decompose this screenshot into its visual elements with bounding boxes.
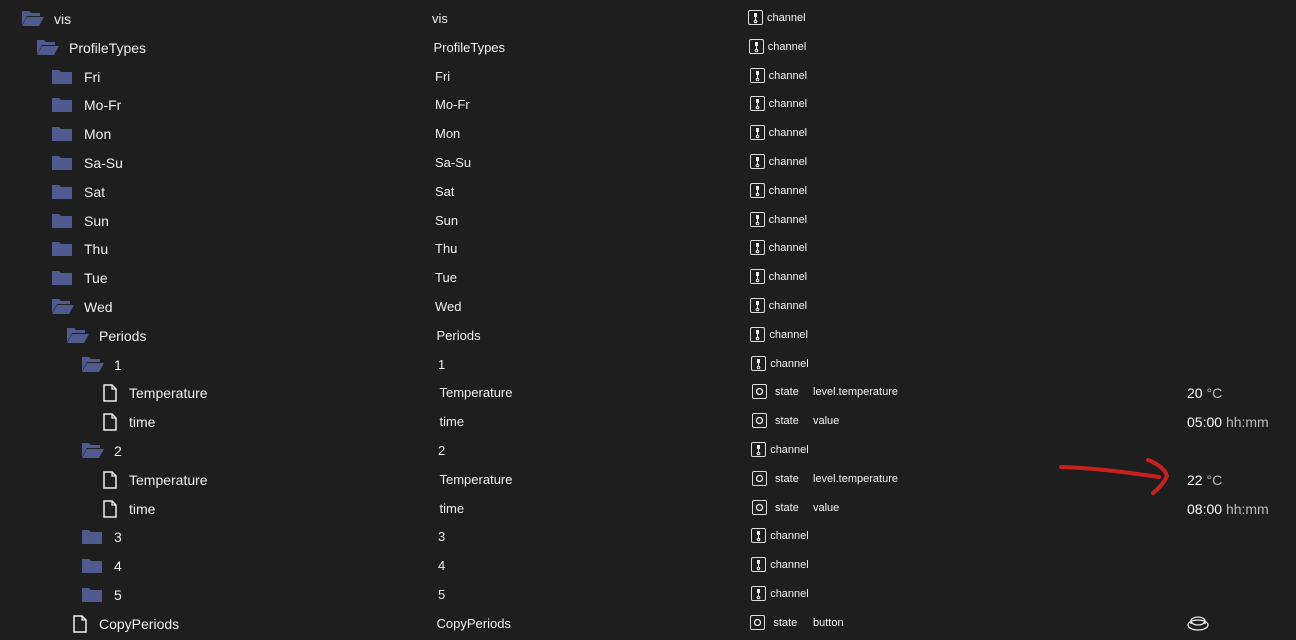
channel-type-icon xyxy=(750,183,765,198)
object-type: channel xyxy=(767,40,807,53)
folder-icon[interactable] xyxy=(82,528,102,544)
value-unit: hh:mm xyxy=(1225,414,1269,431)
object-id: time xyxy=(129,500,156,517)
object-id: 2 xyxy=(114,443,122,459)
object-role: level.temperature xyxy=(813,472,898,485)
folder-icon[interactable] xyxy=(52,154,72,170)
object-role: value xyxy=(813,415,840,428)
object-type: state xyxy=(773,616,798,629)
tree-row-3[interactable] xyxy=(0,522,1296,550)
object-type: state xyxy=(775,472,799,485)
object-name: 5 xyxy=(438,587,446,602)
channel-type-icon xyxy=(750,212,765,227)
object-name: Temperature xyxy=(439,385,513,401)
tree-row-time[interactable] xyxy=(0,407,1296,435)
object-type: channel xyxy=(770,444,809,456)
folder-open-icon[interactable] xyxy=(82,442,102,458)
folder-open-icon[interactable] xyxy=(67,327,87,343)
object-type: channel xyxy=(768,271,808,284)
folder-icon[interactable] xyxy=(82,557,102,573)
object-name: 1 xyxy=(438,356,446,372)
object-role: button xyxy=(813,616,844,629)
tree-row-periods[interactable] xyxy=(0,321,1296,349)
object-id: 1 xyxy=(114,356,122,373)
object-value[interactable] xyxy=(1187,414,1269,430)
state-type-icon xyxy=(752,471,767,486)
folder-icon[interactable] xyxy=(52,96,72,112)
object-name: time xyxy=(439,500,465,516)
object-name: Mon xyxy=(435,126,461,142)
channel-type-icon xyxy=(750,327,765,342)
file-icon[interactable] xyxy=(102,384,122,400)
object-name: Wed xyxy=(435,299,462,314)
state-type-icon xyxy=(750,615,765,630)
object-name: 2 xyxy=(438,443,446,458)
object-name: 3 xyxy=(438,529,446,545)
state-type-icon xyxy=(752,384,767,399)
object-type: channel xyxy=(770,559,809,572)
object-type: state xyxy=(775,501,799,514)
folder-open-icon[interactable] xyxy=(22,10,42,26)
tree-row-sat[interactable] xyxy=(0,177,1296,205)
object-name: Tue xyxy=(435,270,457,286)
object-value[interactable] xyxy=(1187,501,1269,517)
object-type: channel xyxy=(768,127,808,140)
object-value[interactable] xyxy=(1187,385,1222,401)
channel-type-icon xyxy=(751,586,766,601)
object-id: Mo-Fr xyxy=(84,97,122,114)
tree-row-sun[interactable] xyxy=(0,206,1296,234)
file-icon[interactable] xyxy=(72,615,92,631)
tree-row-mo-fr[interactable] xyxy=(0,90,1296,118)
tree-row-temperature[interactable] xyxy=(0,378,1296,406)
object-type: channel xyxy=(768,184,808,197)
object-name: Thu xyxy=(435,241,458,257)
object-type: channel xyxy=(768,156,808,168)
object-name: CopyPeriods xyxy=(436,615,511,631)
tree-row-1[interactable] xyxy=(0,350,1296,378)
file-icon[interactable] xyxy=(102,413,122,429)
object-role: level.temperature xyxy=(813,386,898,399)
object-id: Mon xyxy=(84,126,112,143)
folder-icon[interactable] xyxy=(52,212,72,228)
object-name: Sun xyxy=(435,212,459,228)
channel-type-icon xyxy=(750,154,765,169)
object-type: channel xyxy=(768,213,808,226)
folder-open-icon[interactable] xyxy=(52,298,72,314)
folder-icon[interactable] xyxy=(52,240,72,256)
folder-icon[interactable] xyxy=(82,586,102,602)
object-id: CopyPeriods xyxy=(99,615,180,632)
object-type: channel xyxy=(769,328,808,341)
folder-icon[interactable] xyxy=(52,125,72,141)
object-name: Temperature xyxy=(439,471,513,487)
object-id: 3 xyxy=(114,529,122,546)
channel-type-icon xyxy=(750,298,765,313)
object-id: Temperature xyxy=(129,471,208,488)
value-unit: °C xyxy=(1206,385,1223,402)
tree-row-copyperiods[interactable] xyxy=(0,609,1296,637)
object-id: Tue xyxy=(84,270,108,287)
object-type: channel xyxy=(770,588,809,600)
object-name: ProfileTypes xyxy=(433,39,506,55)
object-id: Fri xyxy=(84,68,101,85)
folder-open-icon[interactable] xyxy=(82,356,102,372)
object-name: vis xyxy=(432,11,448,26)
channel-type-icon xyxy=(750,125,765,140)
object-type: channel xyxy=(770,357,809,370)
tree-row-wed[interactable] xyxy=(0,292,1296,320)
tree-row-tue[interactable] xyxy=(0,263,1296,291)
state-type-icon xyxy=(752,413,767,428)
file-icon[interactable] xyxy=(102,471,122,487)
object-type: state xyxy=(775,386,799,399)
channel-type-icon xyxy=(749,39,764,54)
tree-row-profiletypes[interactable] xyxy=(0,33,1296,61)
object-id: ProfileTypes xyxy=(69,39,147,56)
channel-type-icon xyxy=(748,10,763,25)
channel-type-icon xyxy=(751,356,766,371)
channel-type-icon xyxy=(751,557,766,572)
state-type-icon xyxy=(752,500,767,515)
object-type: state xyxy=(775,415,799,428)
object-id: Wed xyxy=(84,299,113,315)
channel-type-icon xyxy=(751,528,766,543)
object-type: channel xyxy=(770,530,809,543)
object-id: Sat xyxy=(84,183,106,200)
tree-row-mon[interactable] xyxy=(0,119,1296,147)
folder-icon[interactable] xyxy=(52,183,72,199)
object-name: Sat xyxy=(435,183,455,199)
object-id: time xyxy=(129,414,156,431)
folder-icon[interactable] xyxy=(52,269,72,285)
object-type: channel xyxy=(768,300,808,312)
object-name: Sa-Su xyxy=(435,155,472,170)
folder-open-icon[interactable] xyxy=(37,39,57,55)
object-id: Thu xyxy=(84,241,109,258)
object-name: time xyxy=(439,414,465,430)
tree-row-4[interactable] xyxy=(0,551,1296,579)
object-role: value xyxy=(813,501,840,514)
object-type: channel xyxy=(767,12,806,24)
push-button-icon[interactable] xyxy=(1186,613,1210,633)
value-number: 22 xyxy=(1187,471,1203,488)
object-id: vis xyxy=(54,11,72,27)
red-arrow-annotation xyxy=(1055,455,1175,500)
object-value[interactable] xyxy=(1187,472,1222,488)
object-name: Fri xyxy=(435,68,451,84)
tree-row-5[interactable] xyxy=(0,580,1296,608)
object-id: Temperature xyxy=(129,385,208,402)
object-type: channel xyxy=(768,98,808,111)
object-id: Sun xyxy=(84,212,109,229)
folder-icon[interactable] xyxy=(52,68,72,84)
tree-row-vis[interactable] xyxy=(0,4,1296,32)
value-unit: hh:mm xyxy=(1225,500,1269,517)
value-number: 05:00 xyxy=(1187,414,1223,431)
object-id: Periods xyxy=(99,327,147,344)
object-name: Mo-Fr xyxy=(435,97,470,113)
object-name: 4 xyxy=(438,558,446,574)
value-number: 08:00 xyxy=(1187,500,1223,517)
object-id: Sa-Su xyxy=(84,155,123,171)
file-icon[interactable] xyxy=(102,500,122,516)
object-id: 5 xyxy=(114,587,122,603)
channel-type-icon xyxy=(750,96,765,111)
value-number: 20 xyxy=(1187,385,1203,402)
tree-row-thu[interactable] xyxy=(0,234,1296,262)
tree-row-sa-su[interactable] xyxy=(0,148,1296,176)
channel-type-icon xyxy=(751,442,766,457)
object-id: 4 xyxy=(114,558,122,575)
object-name: Periods xyxy=(436,327,481,343)
object-type: channel xyxy=(768,69,808,82)
channel-type-icon xyxy=(750,68,765,83)
channel-type-icon xyxy=(750,240,765,255)
channel-type-icon xyxy=(750,269,765,284)
tree-row-fri[interactable] xyxy=(0,62,1296,90)
value-unit: °C xyxy=(1206,471,1223,488)
object-type: channel xyxy=(768,242,808,255)
